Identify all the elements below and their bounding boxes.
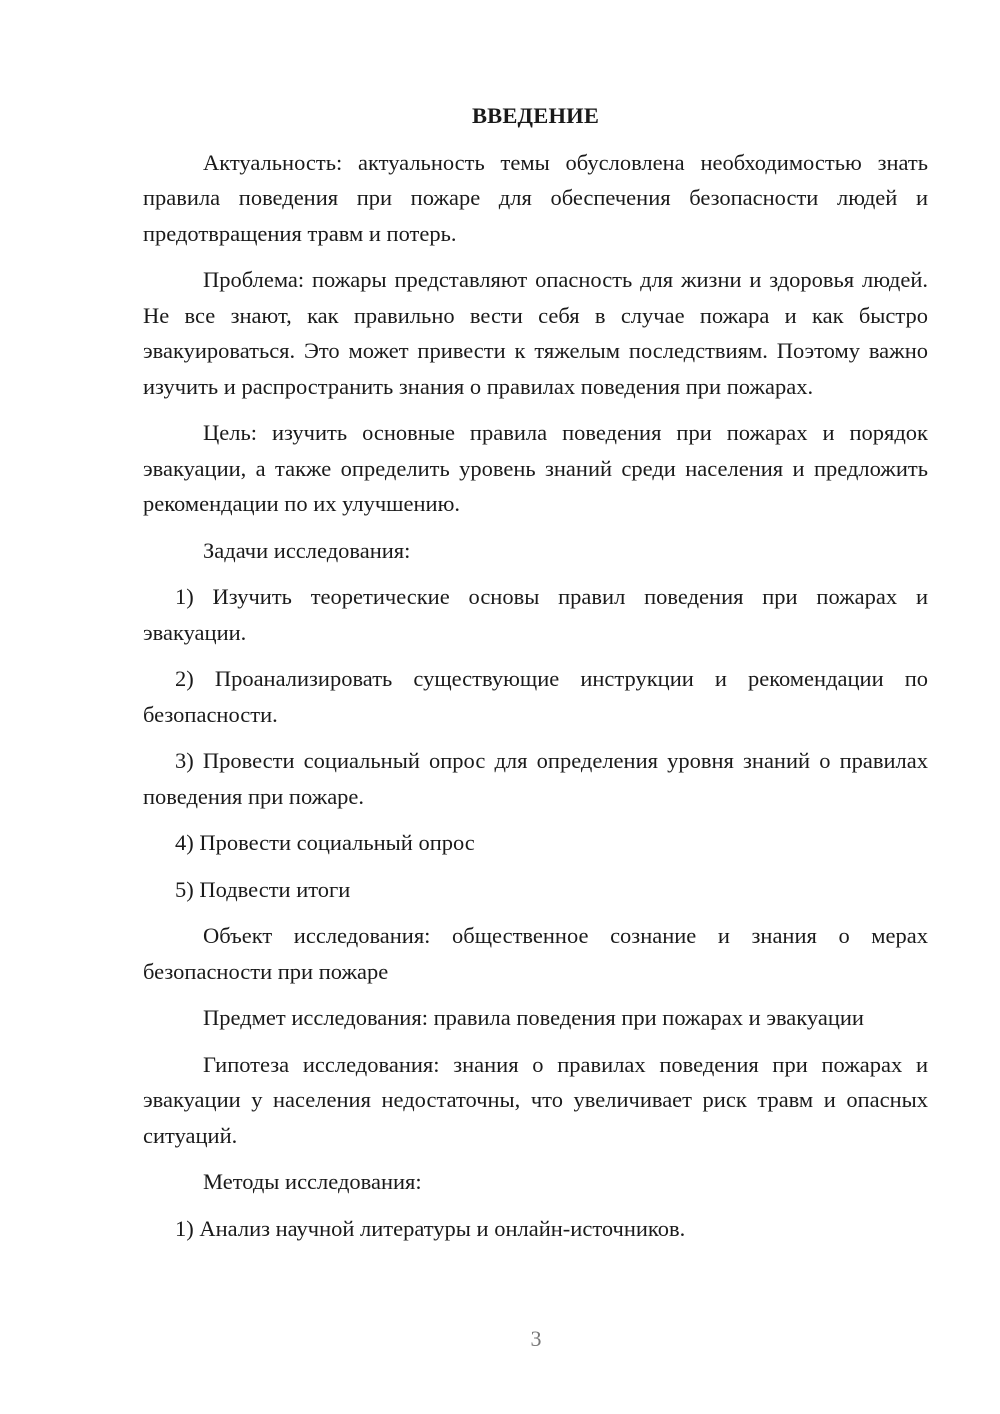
page-number: 3 bbox=[530, 1326, 542, 1351]
method-item-1: 1) Анализ научной литературы и онлайн-источников. bbox=[175, 1215, 686, 1241]
task-item-2: 2) Проанализировать существующие инструкции и рекомендации по безопасности. bbox=[143, 666, 928, 727]
page-content bbox=[143, 98, 928, 1257]
paragraph-tasks-heading: Задачи исследования: bbox=[203, 537, 411, 563]
task-item-3: 3) Провести социальный опрос для определения уровня знаний о правилах поведения при пожаре. bbox=[143, 748, 928, 809]
paragraph-hypothesis: Гипотеза исследования: знания о правилах поведения при пожарах и эвакуации у населения недостаточны, что увеличивает риск травм и опасных ситуаций. bbox=[143, 1051, 928, 1148]
paragraph-object: Объект исследования: общественное сознание и знания о мерах безопасности при пожаре bbox=[143, 923, 928, 984]
paragraph-goal: Цель: изучить основные правила поведения при пожарах и порядок эвакуации, а также определить уровень знаний среди населения и предложить рекомендации по их улучшению. bbox=[143, 420, 928, 516]
task-item-5: 5) Подвести итоги bbox=[175, 876, 351, 902]
paragraph-relevance: Актуальность: актуальность темы обусловлена необходимостью знать правила поведения при пожаре для обеспечения безопасности людей и предотвращения травм и потерь. bbox=[143, 149, 928, 246]
paragraph-subject: Предмет исследования: правила поведения при пожарах и эвакуации bbox=[203, 1005, 864, 1030]
paragraph-problem: Проблема: пожары представляют опасность для жизни и здоровья людей. Не все знают, как правильно вести себя в случае пожара и как быстро эвакуироваться. Это может привести к тяжелым последствиям. Поэтому важно изучить и распространить знания о правилах поведения при пожарах. bbox=[143, 267, 928, 399]
task-item-1: 1) Изучить теоретические основы правил поведения при пожарах и эвакуации. bbox=[143, 584, 928, 645]
task-item-4: 4) Провести социальный опрос bbox=[175, 830, 475, 855]
paragraph-methods-heading: Методы исследования: bbox=[203, 1169, 422, 1194]
section-title: ВВЕДЕНИЕ bbox=[471, 103, 600, 128]
